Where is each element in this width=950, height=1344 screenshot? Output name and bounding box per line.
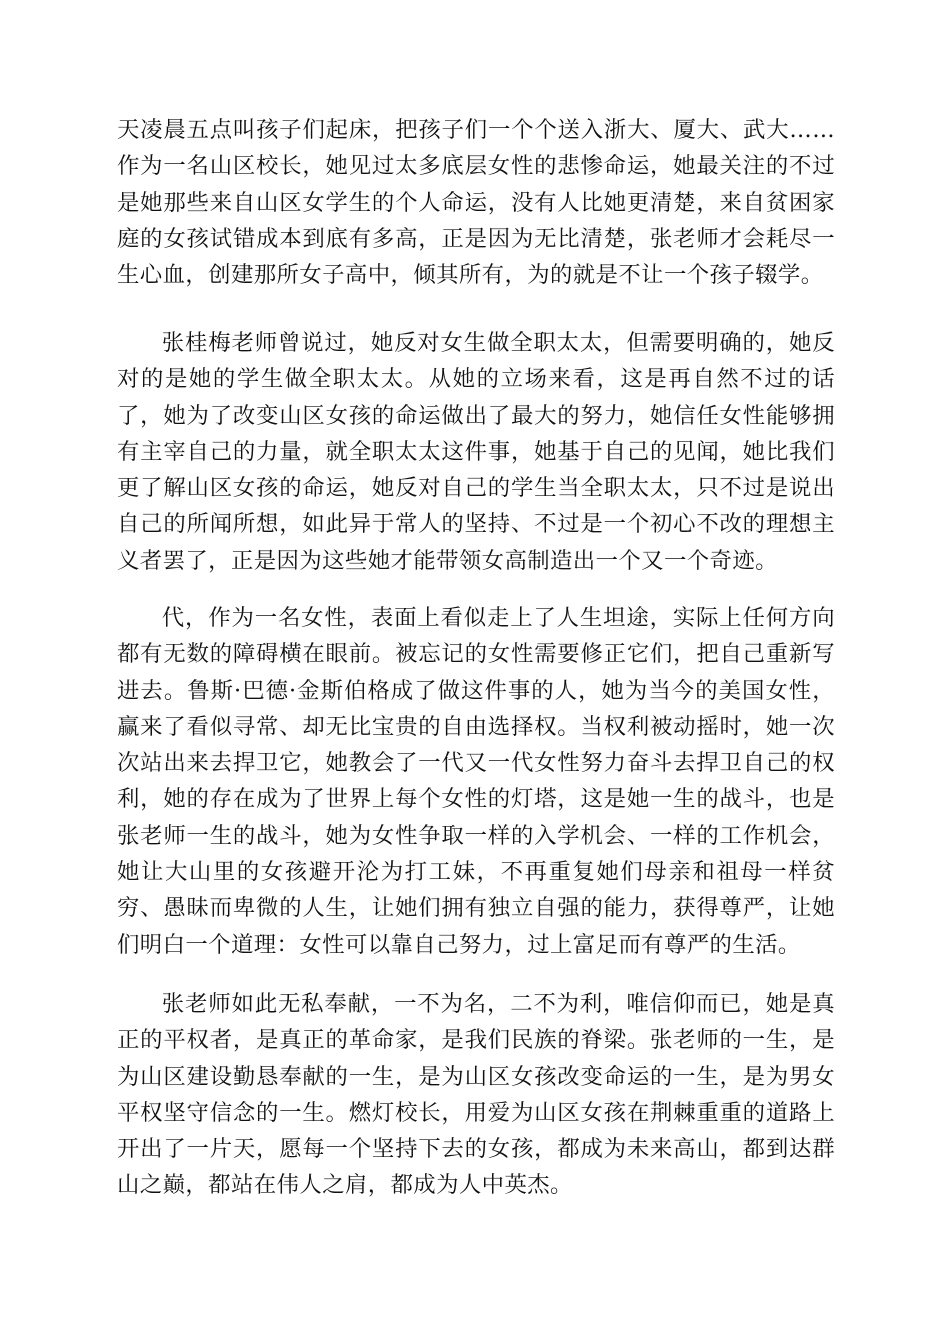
paragraph-1: 天凌晨五点叫孩子们起床，把孩子们一个个送入浙大、厦大、武大……作为一名山区校长，她见过太多底层女性的悲惨命运，她最关注的不过是她那些来自山区女学生的个人命运，没有人比她更清楚，来自贫困家庭的女孩试错成本到底有多高，正是因为无比清楚，张老师才会耗尽一生心血，创建那所女子高中，倾其所有，为的就是不让一个孩子辍学。	[117, 117, 835, 289]
paragraph-2: 张桂梅老师曾说过，她反对女生做全职太太，但需要明确的，她反对的是她的学生做全职太太。从她的立场来看，这是再自然不过的话了，她为了改变山区女孩的命运做出了最大的努力，她信任女性能够拥有主宰自己的力量，就全职太太这件事，她基于自己的见闻，她比我们更了解山区女孩的命运，她反对自己的学生当全职太太，只不过是说出自己的所闻所想，如此异于常人的坚持、不过是一个初心不改的理想主义者罢了，正是因为这些她才能带领女高制造出一个又一个奇迹。	[117, 330, 835, 574]
paragraph-4: 张老师如此无私奉献，一不为名，二不为利，唯信仰而已，她是真正的平权者，是真正的革命家，是我们民族的脊梁。张老师的一生，是为山区建设勤恳奉献的一生，是为山区女孩改变命运的一生，是为男女平权坚守信念的一生。燃灯校长，用爱为山区女孩在荆棘重重的道路上开出了一片天，愿每一个坚持下去的女孩，都成为未来高山，都到达群山之巅，都站在伟人之肩，都成为人中英杰。	[117, 991, 835, 1199]
paragraph-3: 代，作为一名女性，表面上看似走上了人生坦途，实际上任何方向都有无数的障碍横在眼前。被忘记的女性需要修正它们，把自己重新写进去。鲁斯·巴德·金斯伯格成了做这件事的人，她为当今的美国女性，赢来了看似寻常、却无比宝贵的自由选择权。当权利被动摇时，她一次次站出来去捍卫它，她教会了一代又一代女性努力奋斗去捍卫自己的权利，她的存在成为了世界上每个女性的灯塔，这是她一生的战斗，也是张老师一生的战斗，她为女性争取一样的入学机会、一样的工作机会，她让大山里的女孩避开沦为打工妹，不再重复她们母亲和祖母一样贫穷、愚昧而卑微的人生，让她们拥有独立自强的能力，获得尊严，让她们明白一个道理：女性可以靠自己努力，过上富足而有尊严的生活。	[117, 605, 835, 958]
